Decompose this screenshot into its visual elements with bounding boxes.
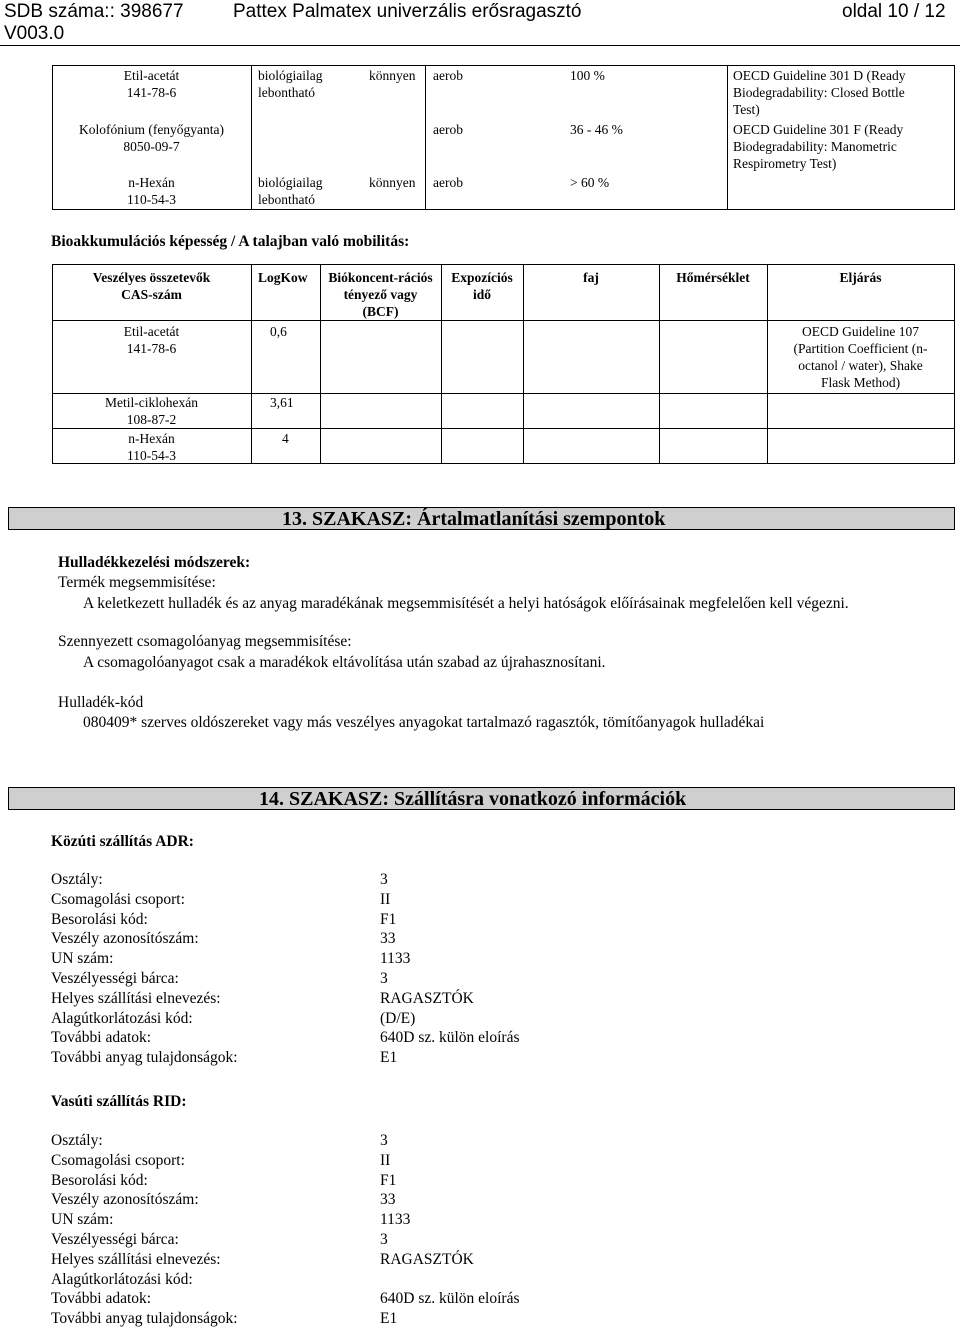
waste-code-text: 080409* szerves oldószereket vagy más veszélyes anyagokat tartalmazó ragasztók, tömítőanyagok hulladékai: [83, 714, 765, 731]
list-item: [51, 1309, 911, 1329]
method-text: OECD Guideline 301 F (Ready: [733, 122, 904, 137]
product-name: Pattex Palmatex univerzális erősragasztó: [233, 1, 582, 22]
cas-number: 108-87-2: [126, 412, 177, 427]
list-item: [51, 989, 911, 1009]
header-rule: [0, 45, 960, 46]
method-text: octanol / water), Shake: [798, 358, 923, 373]
rid-key: Osztály:: [51, 1132, 103, 1149]
result-text: biológiailag: [258, 175, 323, 190]
value-text: > 60 %: [570, 175, 610, 190]
substance-name: n-Hexán: [128, 175, 175, 190]
method-text: Respirometry Test): [733, 156, 837, 171]
rid-value: II: [380, 1151, 391, 1169]
list-item: [51, 949, 911, 969]
list-item: [51, 1190, 911, 1210]
table-row: [52, 430, 251, 464]
table-row: [52, 394, 251, 428]
list-item: [51, 1270, 911, 1290]
column-header-logkow: LogKow: [258, 270, 308, 285]
adr-value: E1: [380, 1049, 398, 1067]
rid-key: Alagútkorlátozási kód:: [51, 1270, 193, 1288]
list-item: [51, 1250, 911, 1270]
rating-text: könnyen: [369, 68, 416, 83]
rid-key: Veszélyességi bárca:: [51, 1230, 179, 1248]
rid-key: Besorolási kód:: [51, 1171, 148, 1189]
rid-key: További adatok:: [51, 1290, 152, 1308]
column-header-cas: CAS-szám: [121, 287, 182, 302]
rid-value: F1: [380, 1171, 397, 1189]
method-text: Biodegradability: Closed Bottle: [733, 85, 905, 100]
list-item: [51, 1289, 911, 1309]
rid-key: Veszély azonosítószám:: [51, 1191, 199, 1209]
bioaccumulation-heading: Bioakkumulációs képesség / A talajban való mobilitás:: [51, 233, 410, 250]
adr-key: Veszélyességi bárca:: [51, 969, 179, 987]
cas-number: 110-54-3: [127, 448, 176, 463]
logkow-value: 0,6: [270, 324, 287, 339]
list-item: [51, 929, 911, 949]
column-header-substance: Veszélyes összetevők: [92, 270, 211, 285]
section-13-title: 13. SZAKASZ: Ártalmatlanítási szempontok: [282, 508, 666, 530]
list-item: [51, 1028, 911, 1048]
list-item: [51, 1131, 911, 1151]
adr-value: 3: [380, 871, 388, 888]
cas-number: 8050-09-7: [123, 139, 180, 154]
rid-list: [51, 1131, 911, 1329]
list-item: [51, 890, 911, 910]
rid-value: 3: [380, 1132, 388, 1149]
adr-value: (D/E): [380, 1009, 416, 1027]
product-disposal-text: A keletkezett hulladék és az anyag maradékának megsemmisítését a helyi hatóságok előírásainak megfelelően kell végezni.: [83, 595, 849, 612]
adr-value: 33: [380, 930, 396, 948]
adr-value: 1133: [380, 950, 411, 968]
rid-value: 33: [380, 1191, 396, 1209]
adr-list: [51, 870, 911, 1068]
list-item: [51, 969, 911, 989]
rid-key: További anyag tulajdonságok:: [51, 1310, 238, 1328]
column-header-bcf: (BCF): [362, 304, 399, 319]
rid-key: Csomagolási csoport:: [51, 1151, 185, 1169]
column-header-species: faj: [583, 270, 599, 285]
method-text: (Partition Coefficient (n-: [793, 341, 928, 356]
result-text: lebontható: [258, 192, 315, 207]
adr-heading: Közúti szállítás ADR:: [51, 833, 194, 850]
column-header-temperature: Hőmérséklet: [676, 270, 750, 285]
rating-text: könnyen: [369, 175, 416, 190]
adr-key: Veszély azonosítószám:: [51, 930, 199, 948]
substance-name: n-Hexán: [128, 431, 175, 446]
list-item: [51, 1230, 911, 1250]
result-text: biológiailag: [258, 68, 323, 83]
adr-value: II: [380, 890, 391, 908]
table-row: [52, 67, 251, 101]
adr-key: Csomagolási csoport:: [51, 890, 185, 908]
adr-key: Osztály:: [51, 871, 103, 888]
column-header-exposure: idő: [472, 287, 491, 302]
value-text: 36 - 46 %: [570, 122, 623, 137]
product-disposal-label: Termék megsemmisítése:: [58, 574, 216, 591]
rid-value: RAGASZTÓK: [380, 1250, 474, 1268]
list-item: [51, 1048, 911, 1068]
version: V003.0: [4, 23, 65, 44]
adr-value: 3: [380, 969, 388, 987]
method-text: Biodegradability: Manometric: [733, 139, 897, 154]
waste-code-label: Hulladék-kód: [58, 694, 144, 711]
rid-value: 1133: [380, 1211, 411, 1229]
method-text: Flask Method): [820, 375, 901, 390]
substance-name: Etil-acetát: [123, 324, 180, 339]
result-text: lebontható: [258, 85, 315, 100]
adr-key: További anyag tulajdonságok:: [51, 1049, 238, 1067]
rid-key: Helyes szállítási elnevezés:: [51, 1250, 221, 1268]
table-row: [52, 174, 251, 208]
column-header-method: Eljárás: [839, 270, 882, 285]
packaging-disposal-label: Szennyezett csomagolóanyag megsemmisítése:: [58, 633, 352, 650]
adr-value: F1: [380, 910, 397, 928]
method-text: OECD Guideline 107: [802, 324, 919, 339]
conditions-text: aerob: [433, 68, 463, 83]
cas-number: 141-78-6: [126, 85, 177, 100]
column-header-bcf: tényező vagy: [343, 287, 418, 302]
list-item: [51, 910, 911, 930]
rid-heading: Vasúti szállítás RID:: [51, 1093, 187, 1110]
adr-key: További adatok:: [51, 1029, 152, 1047]
page-number: oldal 10 / 12: [842, 1, 946, 22]
logkow-value: 4: [282, 431, 289, 446]
rid-value: 3: [380, 1230, 388, 1248]
packaging-disposal-text: A csomagolóanyagot csak a maradékok eltávolítása után szabad az újrahasznosítani.: [83, 654, 606, 671]
rid-key: UN szám:: [51, 1211, 114, 1229]
list-item: [51, 870, 911, 890]
list-item: [51, 1210, 911, 1230]
list-item: [51, 1171, 911, 1191]
adr-key: UN szám:: [51, 950, 114, 968]
rid-value: 640D sz. külön eloírás: [380, 1290, 520, 1308]
list-item: [51, 1009, 911, 1029]
method-text: Test): [733, 102, 760, 117]
cas-number: 141-78-6: [126, 341, 177, 356]
table-row: [52, 121, 251, 155]
adr-key: Helyes szállítási elnevezés:: [51, 989, 221, 1007]
section-14-title: 14. SZAKASZ: Szállításra vonatkozó információk: [259, 788, 687, 810]
conditions-text: aerob: [433, 122, 463, 137]
substance-name: Metil-ciklohexán: [105, 395, 198, 410]
method-text: OECD Guideline 301 D (Ready: [733, 68, 906, 83]
cas-number: 110-54-3: [127, 192, 176, 207]
rid-value: E1: [380, 1310, 398, 1328]
conditions-text: aerob: [433, 175, 463, 190]
adr-key: Besorolási kód:: [51, 910, 148, 928]
substance-name: Etil-acetát: [123, 68, 180, 83]
logkow-value: 3,61: [270, 395, 294, 410]
column-header-exposure: Expozíciós: [451, 270, 513, 285]
value-text: 100 %: [570, 68, 605, 83]
substance-name: Kolofónium (fenyőgyanta): [78, 122, 225, 137]
column-header-bcf: Biókoncent-rációs: [328, 270, 433, 285]
adr-value: 640D sz. külön eloírás: [380, 1029, 520, 1047]
sdb-number: SDB száma:: 398677: [4, 1, 184, 22]
adr-key: Alagútkorlátozási kód:: [51, 1009, 193, 1027]
waste-methods-heading: Hulladékkezelési módszerek:: [58, 554, 251, 571]
adr-value: RAGASZTÓK: [380, 989, 474, 1007]
list-item: [51, 1151, 911, 1171]
table-row: [52, 323, 251, 357]
